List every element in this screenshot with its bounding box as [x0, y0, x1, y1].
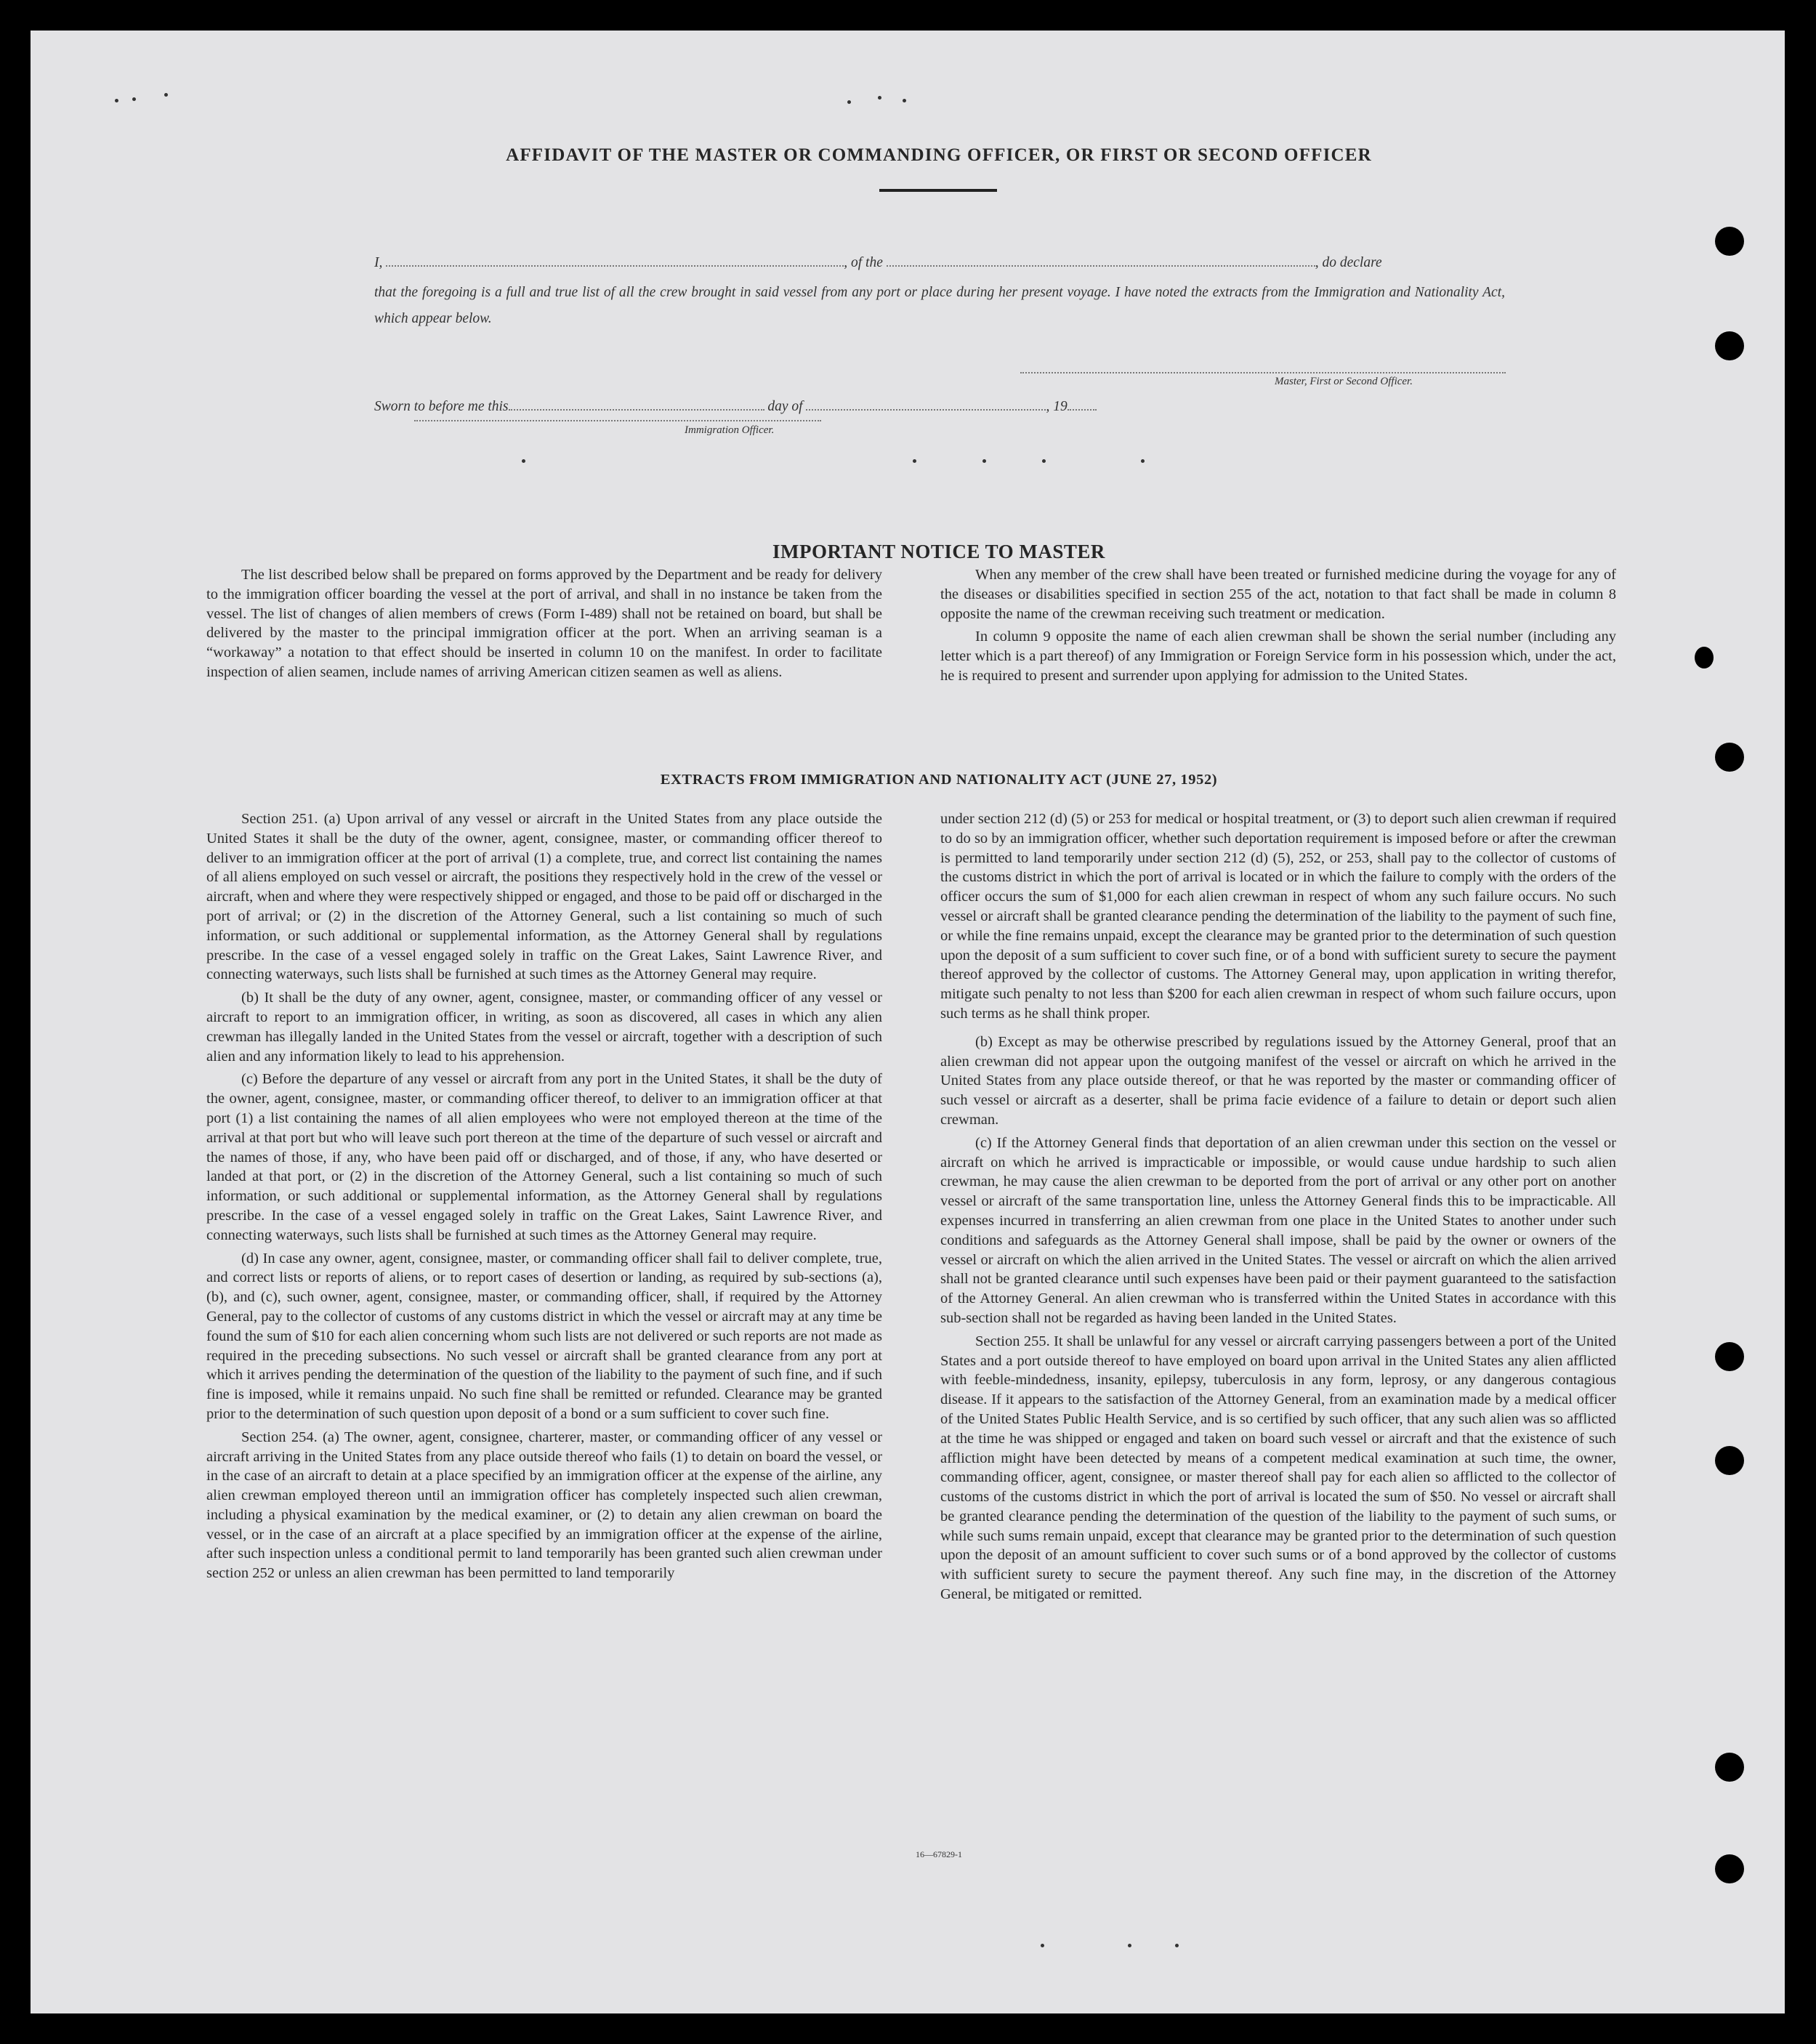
- punch-hole: [1715, 331, 1744, 360]
- speck: [903, 99, 906, 102]
- notice-paragraph: The list described below shall be prepared on forms approved by the Department and be ready for delivery to the immigration officer boarding the vessel at the port of arrival, and shall in no instance be taken from the vessel. The list of changes of alien members of crews (Form I-489) shall not be retained on board, but shall be delivered by the master to the principal immigration officer at the port. When an arriving seaman is a “workaway” a notation to that effect should be inserted in column 10 on the manifest. In order to facilitate inspection of alien seamen, include names of arriving American citizen seamen as well as aliens.: [206, 567, 882, 680]
- section-paragraph: under section 212 (d) (5) or 253 for medical or hospital treatment, or (3) to deport such alien crewman if required to do so by an immigration officer, whether such deportation requirement is imposed before or after the crewman is permitted to land temporarily under section 212 (d) (5), 252, or 253, shall pay to the collector of customs of the customs district in which the port of arrival is located or in which the failure to comply with the orders of the officer occurs the sum of $1,000 for each alien crewman in respect of whom any such failure occurs. No such vessel or aircraft shall be granted clearance pending the determination of the liability to the payment of such fine, or while the fine remains unpaid, except the clearance may be granted prior to the determination of such question upon the deposit of a sum sufficient to cover such fine, or of a bond with sufficient surety to secure the payment thereof approved by the collector of customs. The Attorney General may, upon application in writing therefor, mitigate such penalty to not less than $200 for each alien crewman in respect of whom such failure occurs, upon such terms as he shall think proper.: [940, 811, 1616, 1022]
- section-paragraph: Section 255. It shall be unlawful for any vessel or aircraft carrying passengers between a port of the United States and a port outside thereof to have employed on board upon arrival in the United States any alien afflicted with feeble-mindedness, insanity, epilepsy, tuberculosis in any form, leprosy, or any dangerous contagious disease. If it appears to the satisfaction of the Attorney General, from an examination made by a medical officer of the United States Public Health Service, and is so certified by such officer, that any such alien was so afflicted at the time he was shipped or engaged and taken on board such vessel or aircraft and that the existence of such affliction might have been detected by means of a competent medical examination at such time, the owner, commanding officer, agent, consignee, or master thereof shall pay for each alien so afflicted to the collector of customs of the customs district in which the port of arrival is located the sum of $50. No vessel or aircraft shall be granted clearance pending the determination of the question of the liability to the payment of such sums, or while such sums remain unpaid, except that clearance may be granted prior to the determination of such question upon the deposit of an amount sufficient to cover such sums or of a bond approved by the collector of customs with sufficient surety to secure the payment thereof. Any such fine may, in the discretion of the Attorney General, be mitigated or remitted.: [940, 1333, 1616, 1603]
- sworn-day-field[interactable]: [509, 397, 764, 411]
- punch-hole: [1715, 1342, 1744, 1371]
- punch-hole: [1715, 743, 1744, 772]
- punch-hole: [1715, 1753, 1744, 1782]
- immigration-officer-caption: Immigration Officer.: [685, 424, 775, 436]
- of-the-label: , of the: [844, 255, 883, 270]
- form-number: 16—67829-1: [916, 1849, 962, 1859]
- speck: [522, 459, 525, 463]
- extracts-left-column: [206, 809, 882, 1587]
- declarant-label: I,: [374, 255, 383, 270]
- extracts-right-column: [940, 809, 1616, 1608]
- punch-hole: [1715, 1854, 1744, 1883]
- notice-paragraph: In column 9 opposite the name of each alien crewman shall be shown the serial number (including any letter which is a part thereof) of any Immigration or Foreign Service form in his possession which, under the act, he is required to present and surrender upon applying for admission to the United States.: [940, 629, 1616, 684]
- year-label: , 19: [1046, 399, 1068, 414]
- extracts-title: EXTRACTS FROM IMMIGRATION AND NATIONALITY ACT (JUNE 27, 1952): [660, 772, 1218, 788]
- declaration-line: [374, 254, 1505, 271]
- section-paragraph: Section 251. (a) Upon arrival of any vessel or aircraft in the United States from any place outside the United States it shall be the duty of the owner, agent, consignee, master, or commanding officer thereof to deliver to an immigration officer at the port of arrival (1) a complete, true, and correct list containing the names of all aliens employed on such vessel or aircraft, the positions they respectively hold in the crew of the vessel or aircraft, when and where they were respectively shipped or engaged, and those to be paid off or discharged in the port of arrival; or (2) in the discretion of the Attorney General, such a list containing so much of such information, or such additional or supplemental information, as the Attorney General shall by regulations prescribe. In the case of a vessel engaged solely in traffic on the Great Lakes, Saint Lawrence River, and connecting waterways, such lists shall be furnished at such times as the Attorney General may require.: [206, 811, 882, 983]
- section-paragraph: (d) In case any owner, agent, consignee, master, or commanding officer shall fail to deliver complete, true, and correct lists or reports of aliens, or to report cases of desertion or landing, as required by sub-sections (a), (b), and (c), such owner, agent, consignee, master, or commanding officer, shall, if required by the Attorney General, pay to the collector of customs of any customs district in which the vessel or aircraft may at any time be found the sum of $10 for each alien concerning whom such lists are not delivered or such reports are not made as required in the preceding subsections. No such vessel or aircraft shall be granted clearance from any port at which it arrives pending the determination of the question of the liability to the payment of such fine, and if such fine is imposed, while it remains unpaid. No such fine shall be remitted or refunded. Clearance may be granted prior to the determination of such question upon deposit of a bond or a sum sufficient to cover such fine.: [206, 1250, 882, 1422]
- declarant-name-field[interactable]: [386, 254, 844, 267]
- speck: [1041, 1944, 1044, 1947]
- notice-title: IMPORTANT NOTICE TO MASTER: [772, 541, 1105, 562]
- speck: [878, 96, 881, 100]
- do-declare-label: , do declare: [1315, 255, 1382, 270]
- title-rule: [879, 189, 997, 192]
- day-of-label: day of: [767, 399, 803, 414]
- punch-hole: [1715, 227, 1744, 256]
- punch-hole: [1715, 1446, 1744, 1475]
- document-page: [31, 31, 1785, 2013]
- speck: [132, 97, 136, 101]
- speck: [982, 459, 986, 463]
- vessel-name-field[interactable]: [887, 254, 1315, 267]
- immigration-officer-signature-line[interactable]: [414, 420, 821, 421]
- sworn-month-field[interactable]: [806, 397, 1046, 411]
- speck: [1128, 1944, 1131, 1947]
- section-paragraph: (c) Before the departure of any vessel or aircraft from any port in the United States, it shall be the duty of the owner, agent, consignee, master, or commanding officer thereof, to deliver to an immigration officer at that port (1) a list containing the names of all alien employees who were not employed thereon at the time of the arrival at that port but who will leave such port thereon at the time of the departure of such vessel or aircraft and the names of those, if any, who have been paid off or discharged, and of those, if any, who have deserted or landed at that port, or (2) in the discretion of the Attorney General, such a list containing so much of such information, or such additional or supplemental information, as the Attorney General shall by regulations prescribe. In the case of a vessel engaged solely in traffic on the Great Lakes, Saint Lawrence River, and connecting waterways, such lists shall be furnished at such times as the Attorney General may require.: [206, 1071, 882, 1243]
- speck: [115, 99, 118, 102]
- sworn-label: Sworn to before me this: [374, 399, 509, 414]
- speck: [1175, 1944, 1179, 1947]
- section-paragraph: (c) If the Attorney General finds that deportation of an alien crewman under this section on the vessel or aircraft on which he arrived is impracticable or impossible, or would cause undue hardship to such alien crewman, he may cause the alien crewman to be deported from the port of arrival or any other port on another vessel or aircraft of the same transportation line, unless the Attorney General finds this to be impracticable. All expenses incurred in transferring an alien crewman from one place in the United States to another under such conditions and safeguards as the Attorney General shall impose, shall be paid by the owner or owners of the vessel or aircraft on which the alien arrived in the United States. The vessel or aircraft on which the alien arrived shall not be granted clearance until such expenses have been paid or their payment guaranteed to the satisfaction of the Attorney General. An alien crewman who is transferred within the United States in accordance with this sub-section shall not be regarded as having been landed in the United States.: [940, 1134, 1616, 1326]
- speck: [1141, 459, 1145, 463]
- section-paragraph: Section 254. (a) The owner, agent, consignee, charterer, master, or commanding officer of any vessel or aircraft arriving in the United States from any place outside thereof who fails (1) to detain on board the vessel, or in the case of an aircraft to detain at a place specified by an immigration officer at the expense of the airline, any alien crewman employed thereon until an immigration officer has completely inspected such alien crewman, including a physical examination by the medical examiner, or (2) to detain any alien crewman on board the vessel, or in the case of an aircraft at a place specified by an immigration officer at the expense of the airline, after such inspection unless a conditional permit to land temporarily has been granted such alien crewman under section 252 or unless an alien crewman has been permitted to land temporarily: [206, 1429, 882, 1582]
- notice-paragraph: When any member of the crew shall have been treated or furnished medicine during the voyage for any of the diseases or disabilities specified in section 255 of the act, notation to that fact shall be made in column 8 opposite the name of the crewman receiving such treatment or medication.: [940, 567, 1616, 622]
- sworn-year-field[interactable]: [1068, 397, 1097, 411]
- affidavit-title: AFFIDAVIT OF THE MASTER OR COMMANDING OFFICER, OR FIRST OR SECOND OFFICER: [506, 145, 1372, 165]
- speck: [164, 93, 168, 97]
- speck: [847, 100, 851, 104]
- notice-right-column: [940, 565, 1616, 690]
- speck: [913, 459, 916, 463]
- declaration-statement: that the foregoing is a full and true list of all the crew brought in said vessel from any port or place during her present voyage. I have noted the extracts from the Immigration and Nationality Act, which appear below.: [374, 285, 1505, 326]
- section-paragraph: (b) It shall be the duty of any owner, agent, consignee, master, or commanding officer of any vessel or aircraft to report to an immigration officer, in writing, as soon as discovered, all cases in which any alien crewman has illegally landed in the United States from the vessel or aircraft, together with a description of such alien and any information likely to lead to his apprehension.: [206, 990, 882, 1065]
- punch-hole: [1695, 647, 1714, 668]
- notice-left-column: [206, 565, 882, 686]
- master-signature-line[interactable]: [1020, 372, 1506, 373]
- speck: [1042, 459, 1046, 463]
- sworn-line: [374, 397, 1505, 415]
- master-signature-caption: Master, First or Second Officer.: [1275, 376, 1413, 387]
- section-paragraph: (b) Except as may be otherwise prescribed by regulations issued by the Attorney General, proof that an alien crewman did not appear upon the outgoing manifest of the vessel or aircraft on which he arrived in the United States from any place outside thereof, or that he was reported by the master or commanding officer of such vessel or aircraft as a deserter, shall be prima facie evidence of a failure to detain or deport such alien crewman.: [940, 1033, 1616, 1128]
